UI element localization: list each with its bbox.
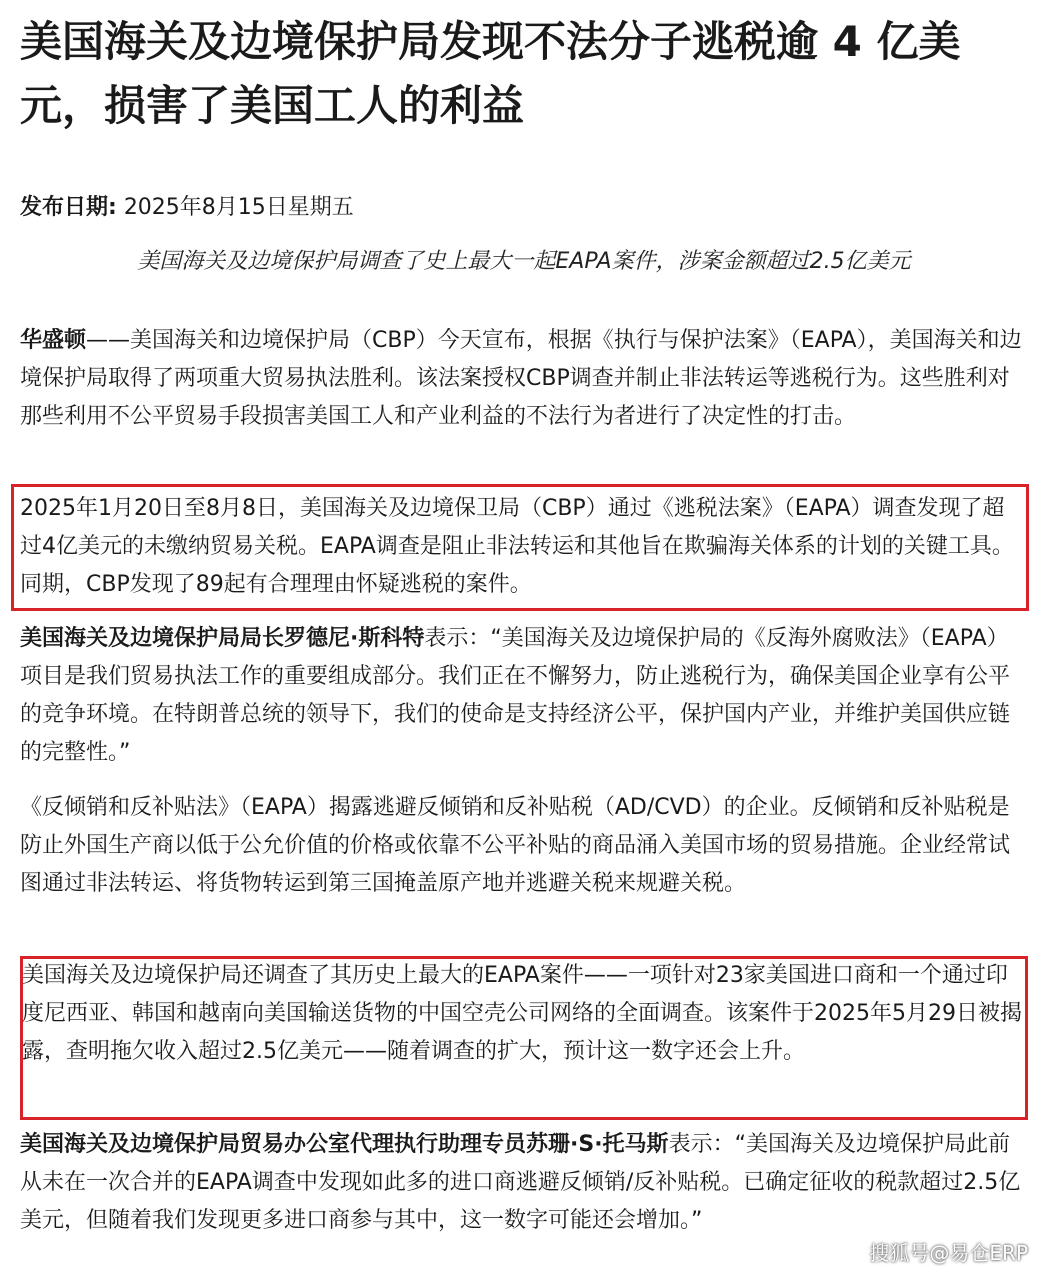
article-subtitle: 美国海关及边境保护局调查了史上最大一起EAPA案件，涉案金额超过2.5亿美元	[137, 249, 911, 274]
paragraph-largest-case	[22, 957, 1027, 1071]
paragraph-ad-cvd	[20, 789, 1025, 903]
article-title: 美国海关及边境保护局发现不法分子逃税逾 4 亿美元，损害了美国工人的利益	[20, 17, 961, 130]
paragraph-washington	[20, 322, 1025, 436]
paragraph-text: 表示：“美国海关及边境保护局的《反海外腐败法》（EAPA）项目是我们贸易执法工作的重要组成部分。我们正在不懈努力，防止逃税行为，确保美国企业享有公平的竞争环境。在特朗普总统的领导下，我们的使命是支持经济公平，保护国内产业，并维护美国供应链的完整性。”	[20, 626, 1011, 765]
paragraph-text: 2025年1月20日至8月8日，美国海关及边境保卫局（CBP）通过《逃税法案》（EAPA）调查发现了超过4亿美元的未缴纳贸易关税。EAPA调查是阻止非法转运和其他旨在欺骗海关体系的计划的关键工具。同期，CBP发现了89起有合理理由怀疑逃税的案件。	[20, 496, 1014, 597]
paragraph-eapa-findings	[20, 490, 1025, 604]
publish-date-value: 2025年8月15日星期五	[123, 195, 354, 220]
paragraph-text: ——美国海关和边境保护局（CBP）今天宣布，根据《执行与保护法案》（EAPA），美国海关和边境保护局取得了两项重大贸易执法胜利。该法案授权CBP调查并制止非法转运等逃税行为。这些胜利对那些利用不公平贸易手段损害美国工人和产业利益的不法行为者进行了决定性的打击。	[20, 328, 1022, 429]
paragraph-text: 《反倾销和反补贴法》（EAPA）揭露逃避反倾销和反补贴税（AD/CVD）的企业。反倾销和反补贴税是防止外国生产商以低于公允价值的价格或依靠不公平补贴的商品涌入美国市场的贸易措施。企业经常试图通过非法转运、将货物转运到第三国掩盖原产地并逃避关税来规避关税。	[20, 795, 1011, 896]
watermark-text: 搜狐号@易仓ERP	[869, 1241, 1028, 1265]
paragraph-lead: 华盛顿	[20, 328, 87, 353]
paragraph-text: 美国海关及边境保护局还调查了其历史上最大的EAPA案件——一项针对23家美国进口商和一个通过印度尼西亚、韩国和越南向美国输送货物的中国空壳公司网络的全面调查。该案件于2025年5月29日被揭露，查明拖欠收入超过2.5亿美元——随着调查的扩大，预计这一数字还会上升。	[22, 963, 1022, 1064]
publish-date	[20, 190, 354, 226]
paragraph-commissioner-quote	[20, 620, 1025, 772]
paragraph-lead: 美国海关及边境保护局局长罗德尼·斯科特	[20, 626, 425, 651]
paragraph-lead: 美国海关及边境保护局贸易办公室代理执行助理专员苏珊·S·托马斯	[20, 1132, 669, 1157]
publish-date-label: 发布日期:	[20, 195, 117, 220]
paragraph-trade-office-quote	[20, 1126, 1025, 1240]
paragraph-text: 表示：“美国海关及边境保护局此前从未在一次合并的EAPA调查中发现如此多的进口商逃避反倾销/反补贴税。已确定征收的税款超过2.5亿美元，但随着我们发现更多进口商参与其中，这一数字可能还会增加。”	[20, 1132, 1021, 1233]
